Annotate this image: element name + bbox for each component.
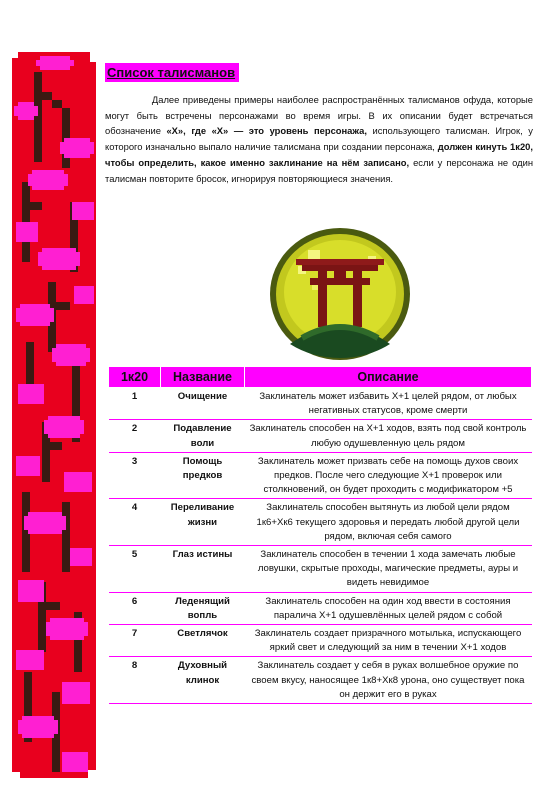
table-row [109, 452, 532, 499]
table-row [109, 592, 532, 624]
description-cell: Заклинатель создает у себя в руках волшебное оружие по своем вкусу, наносящее 1к8+Хк8 урона, оно существует пока он держит его в руках [245, 657, 532, 704]
intro-text-2: использующего талисман. Игрок, у которого изначально выпало наличие талисмана при создании персонажа, [105, 125, 533, 153]
table-row [109, 625, 532, 657]
torii-gate-emblem-icon [268, 226, 412, 363]
table-header-row [109, 367, 532, 388]
header-name: Название [161, 367, 245, 388]
description-cell: Заклинатель может избавить Х+1 целей рядом, от любых негативных статусов, кроме смерти [245, 388, 532, 420]
roll-cell: 2 [109, 420, 161, 452]
table-row [109, 420, 532, 452]
roll-cell: 7 [109, 625, 161, 657]
intro-paragraph [105, 92, 533, 186]
roll-cell: 1 [109, 388, 161, 420]
intro-bold-2: должен кинуть 1к20, чтобы определить, какое именно заклинание на нём записано, [105, 141, 534, 168]
roll-cell: 3 [109, 452, 161, 499]
name-cell: Переливание жизни [161, 499, 245, 546]
name-cell: Очищение [161, 388, 245, 420]
name-cell: Помощь предков [161, 452, 245, 499]
decorative-blossom-border [12, 52, 96, 778]
table-row [109, 499, 532, 546]
intro-text-3: если у персонажа не один талисман повторите бросок, игнорируя повторяющиеся значения. [105, 156, 533, 184]
description-cell: Заклинатель создает призрачного мотылька, испускающего яркий свет и следующий за ним в течении Х+1 ходов [245, 625, 532, 657]
page-title: Список талисманов [105, 63, 239, 82]
description-cell: Заклинатель способен на Х+1 ходов, взять под свой контроль любую одушевленную цель рядом [245, 420, 532, 452]
roll-cell: 5 [109, 546, 161, 593]
roll-cell: 6 [109, 592, 161, 624]
header-roll: 1к20 [109, 367, 161, 388]
name-cell: Духовный клинок [161, 657, 245, 704]
name-cell: Подавление воли [161, 420, 245, 452]
header-description: Описание [245, 367, 532, 388]
name-cell: Леденящий вопль [161, 592, 245, 624]
table-row [109, 546, 532, 593]
intro-text-1: Далее приведены примеры наиболее распространённых талисманов офуда, которые могут быть встречены персонажами во время игры. В их описании будет встречаться обозначение [105, 94, 533, 137]
description-cell: Заклинатель способен вытянуть из любой цели рядом 1к6+Хк6 текущего здоровья и передать любой другой цели рядом, включая себя самого [245, 499, 532, 546]
roll-cell: 8 [109, 657, 161, 704]
roll-cell: 4 [109, 499, 161, 546]
description-cell: Заклинатель способен в течении 1 хода замечать любые ловушки, скрытые проходы, магические предметы, ауры и видеть невидимое [245, 546, 532, 593]
description-cell: Заклинатель способен на один ход ввести в состояния паралича Х+1 одушевлённых целей рядом с собой [245, 592, 532, 624]
name-cell: Светлячок [161, 625, 245, 657]
name-cell: Глаз истины [161, 546, 245, 593]
intro-bold-1: «Х», где «Х» — это уровень персонажа, [166, 125, 367, 137]
table-row [109, 657, 532, 704]
description-cell: Заклинатель может призвать себе на помощь духов своих предков. После чего следующие Х+1 проверок или столкновений, он будет проходить с модификатором +5 [245, 452, 532, 499]
talismans-table [108, 366, 532, 704]
table-row [109, 388, 532, 420]
